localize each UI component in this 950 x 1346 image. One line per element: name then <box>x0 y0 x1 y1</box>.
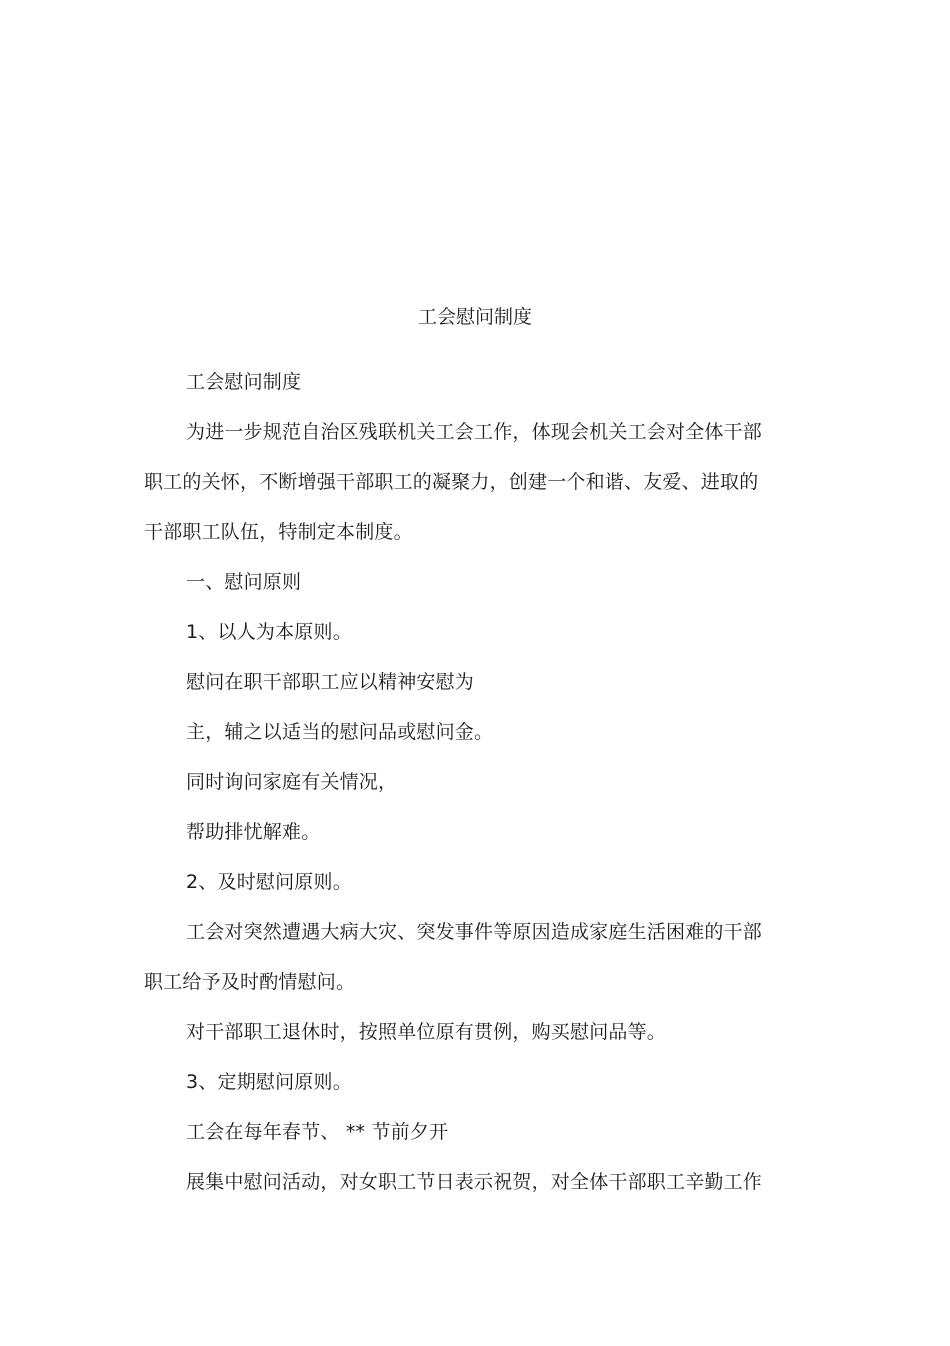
document-title: 工会慰问制度 <box>417 306 532 328</box>
paragraph-line: 工会在每年春节、 ** 节前夕开 <box>186 1121 449 1143</box>
paragraph-line: 工会对突然遭遇大病大灾、突发事件等原因造成家庭生活困难的干部 <box>186 921 763 943</box>
subsection-heading: 1、以人为本原则。 <box>186 621 352 643</box>
paragraph-line: 职工的关怀，不断增强干部职工的凝聚力，创建一个和谐、友爱、进取的 <box>144 471 759 493</box>
paragraph-line: 为进一步规范自治区残联机关工会工作，体现会机关工会对全体干部 <box>186 421 763 443</box>
paragraph-line: 对干部职工退休时，按照单位原有贯例，购买慰问品等。 <box>186 1021 667 1043</box>
paragraph-line: 帮助排忧解难。 <box>186 821 321 843</box>
subsection-heading: 2、及时慰问原则。 <box>186 871 352 893</box>
paragraph-line: 干部职工队伍，特制定本制度。 <box>144 521 413 543</box>
paragraph-line: 展集中慰问活动，对女职工节日表示祝贺，对全体干部职工辛勤工作 <box>186 1171 763 1193</box>
paragraph-heading: 工会慰问制度 <box>186 371 302 393</box>
section-heading: 一、慰问原则 <box>186 571 302 593</box>
paragraph-line: 同时询问家庭有关情况， <box>186 771 398 793</box>
paragraph-line: 主，辅之以适当的慰问品或慰问金。 <box>186 721 494 743</box>
paragraph-line: 职工给予及时酌情慰问。 <box>144 971 356 993</box>
subsection-heading: 3、定期慰问原则。 <box>186 1071 352 1093</box>
paragraph-line: 慰问在职干部职工应以精神安慰为 <box>186 671 475 693</box>
